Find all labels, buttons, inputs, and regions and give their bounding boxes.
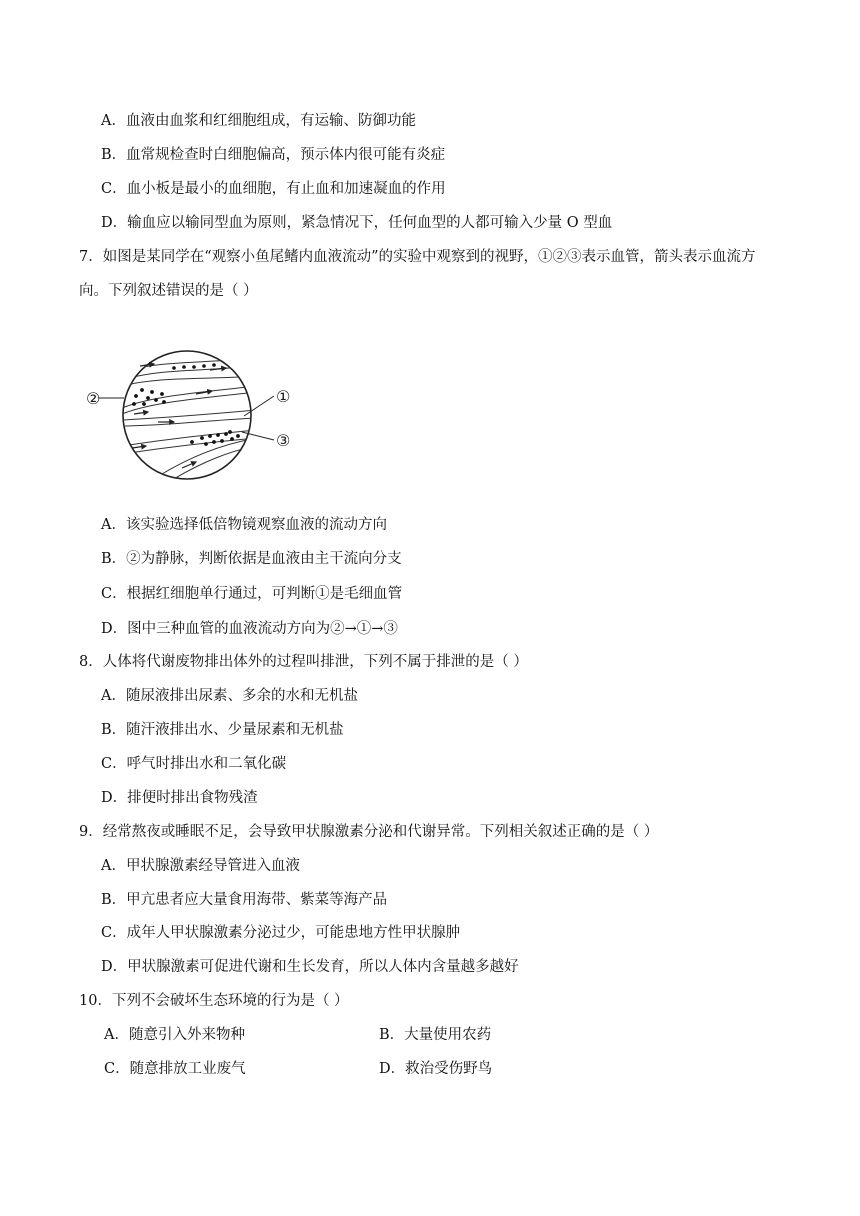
- figure-label-3: ③: [276, 431, 291, 450]
- q8-option-c: C．呼气时排出水和二氧化碳: [101, 756, 287, 772]
- q6-option-d: D．输血应以输同型血为原则，紧急情况下，任何血型的人都可输入少量 O 型血: [101, 215, 613, 231]
- q6-option-a: A．血液由血浆和红细胞组成，有运输、防御功能: [101, 113, 416, 129]
- q10-option-b: B．大量使用农药: [379, 1027, 492, 1043]
- q6-option-b: B．血常规检查时白细胞偏高，预示体内很可能有炎症: [101, 147, 446, 163]
- q7-option-d: D．图中三种血管的血液流动方向为②→①→③: [101, 621, 398, 637]
- q10-option-a: A．随意引入外来物种: [104, 1027, 245, 1043]
- q8-option-a: A．随尿液排出尿素、多余的水和无机盐: [101, 688, 358, 704]
- q7-stem-line1: 7．如图是某同学在“观察小鱼尾鳍内血液流动”的实验中观察到的视野，①②③表示血管，箭头表示血流方: [79, 249, 756, 265]
- fish-tail-blood-vessel-figure: [86, 336, 312, 496]
- q9-stem: 9．经常熬夜或睡眠不足，会导致甲状腺激素分泌和代谢异常。下列相关叙述正确的是（ ）: [79, 824, 659, 840]
- figure-label-1: ①: [276, 387, 291, 406]
- q8-option-b: B．随汗液排出水、少量尿素和无机盐: [101, 722, 344, 738]
- q9-option-b: B．甲亢患者应大量食用海带、紫菜等海产品: [101, 892, 388, 908]
- q10-stem: 10．下列不会破坏生态环境的行为是（ ）: [79, 993, 349, 1009]
- q9-option-c: C．成年人甲状腺激素分泌过少，可能患地方性甲状腺肿: [101, 925, 461, 941]
- q10-option-d: D．救治受伤野鸟: [379, 1061, 493, 1077]
- q10-option-c: C．随意排放工业废气: [104, 1061, 246, 1077]
- q7-option-c: C．根据红细胞单行通过，可判断①是毛细血管: [101, 586, 403, 602]
- q9-option-d: D．甲状腺激素可促进代谢和生长发育，所以人体内含量越多越好: [101, 959, 519, 975]
- q7-stem-line2: 向。下列叙述错误的是（ ）: [79, 283, 258, 299]
- q8-stem: 8．人体将代谢废物排出体外的过程叫排泄，下列不属于排泄的是（ ）: [79, 654, 528, 670]
- q8-option-d: D．排便时排出食物残渣: [101, 790, 258, 806]
- q7-option-a: A．该实验选择低倍物镜观察血液的流动方向: [101, 517, 387, 533]
- figure-label-2: ②: [86, 389, 101, 408]
- q9-option-a: A．甲状腺激素经导管进入血液: [101, 858, 300, 874]
- q7-option-b: B．②为静脉，判断依据是血液由主干流向分支: [101, 551, 402, 567]
- q6-option-c: C．血小板是最小的血细胞，有止血和加速凝血的作用: [101, 181, 446, 197]
